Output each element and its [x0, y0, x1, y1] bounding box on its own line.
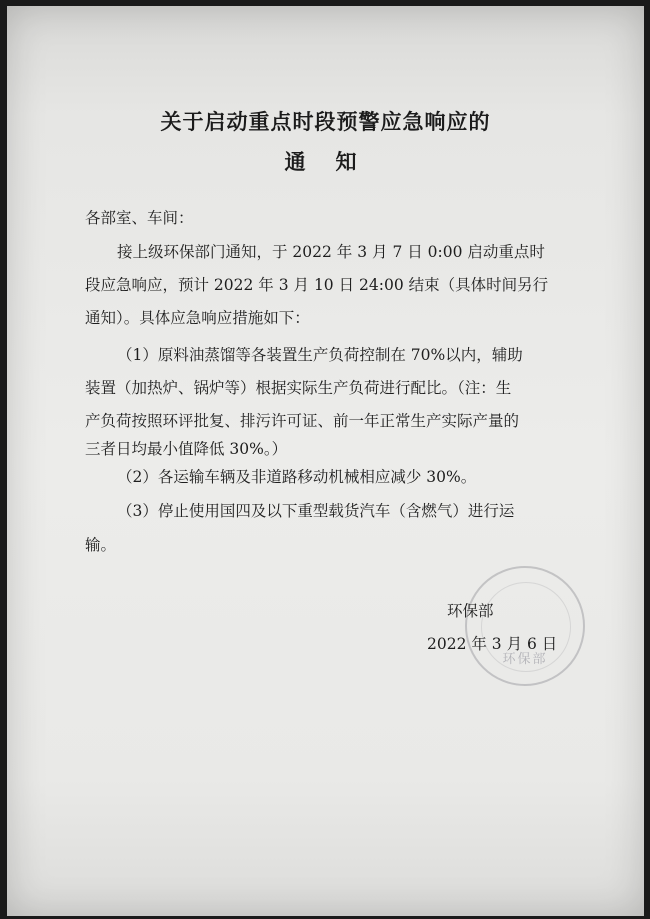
signature-date: 2022 年 3 月 6 日 [427, 635, 558, 653]
body-line-8: （2）各运输车辆及非道路移动机械相应减少 30%。 [117, 468, 477, 486]
body-line-5: 装置（加热炉、锅炉等）根据实际生产负荷进行配比。（注：生 [85, 379, 512, 397]
salutation: 各部室、车间： [85, 209, 194, 227]
body-line-1: 接上级环保部门通知，于 2022 年 3 月 7 日 0:00 启动重点时 [117, 243, 545, 261]
official-seal [465, 566, 585, 686]
body-line-7: 三者日均最小值降低 30%。） [85, 440, 288, 458]
seal-text: 环保部 [502, 652, 548, 667]
body-line-9: （3）停止使用国四及以下重型载货汽车（含燃气）进行运 [117, 502, 515, 520]
document-page [7, 6, 644, 916]
body-line-4: （1）原料油蒸馏等各装置生产负荷控制在 70%以内，辅助 [117, 346, 523, 364]
body-line-6: 产负荷按照环评批复、排污许可证、前一年正常生产实际产量的 [85, 412, 520, 430]
document-title-line1: 关于启动重点时段预警应急响应的 [160, 109, 491, 134]
signature-department: 环保部 [447, 602, 494, 620]
body-line-2: 段应急响应，预计 2022 年 3 月 10 日 24:00 结束（具体时间另行 [85, 276, 549, 294]
body-line-3: 通知）。具体应急响应措施如下： [85, 309, 310, 327]
document-title-line2: 通知 [284, 149, 387, 174]
body-line-10: 输。 [85, 536, 117, 554]
